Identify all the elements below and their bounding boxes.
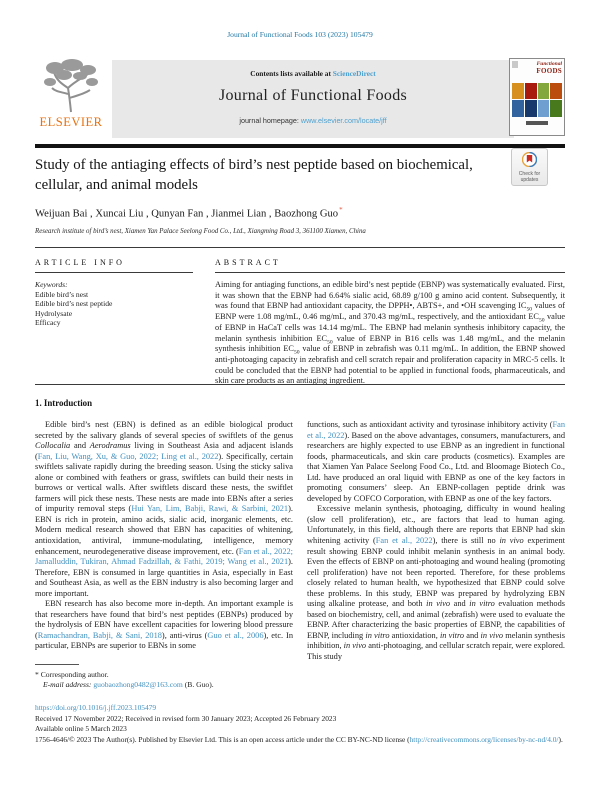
text-segment: anti-photoaging, and cellular scratch repair, were explored. This study — [307, 641, 566, 662]
journal-reference: Journal of Functional Foods 103 (2023) 105479 — [227, 30, 373, 39]
available-line: Available online 5 March 2023 — [35, 724, 127, 734]
affiliation: Research institute of bird’s nest, Xiamen Yan Palace Seelong Food Co., Ltd., Xiangming Road 3, 361100 Xiamen, China — [35, 228, 366, 235]
divider — [35, 247, 565, 248]
text-segment: value of EBNP in HaCaT cells was 14.14 mg/mL. The EBNP had melanin synthesis inhibitory capacity, the melanin synthesis inhibition EC — [215, 312, 566, 343]
text-segment: evaluation methods based on biochemistry, cell, and animal (zebrafish) were used to evaluate the EBNP. After characterizing the basic properties of EBNP, the capabilities of EBNP, including — [307, 599, 565, 640]
text-segment: in vitro — [365, 630, 390, 640]
text-segment: Aerodramus — [89, 441, 131, 451]
paragraph — [307, 420, 565, 504]
text-segment: and — [450, 599, 470, 609]
cover-tile — [512, 100, 524, 117]
cover-image-grid — [512, 83, 562, 117]
check-badge-line2: updates — [520, 176, 539, 183]
sciencedirect-link[interactable]: ScienceDirect — [332, 69, 376, 78]
cover-title-line1: Functional — [536, 61, 562, 67]
text-segment: and — [70, 441, 90, 451]
cover-tile — [525, 83, 537, 100]
introduction-section — [35, 398, 565, 663]
email-link[interactable]: guobaozhong0482@163.com — [93, 680, 183, 689]
right-column — [307, 420, 565, 663]
email-line — [35, 680, 335, 690]
email-suffix: (B. Guo). — [182, 680, 214, 689]
journal-cover-thumbnail — [509, 58, 565, 136]
text-segment: Edible bird’s nest (EBN) is defined as an edible biological product secreted by the salivary glands of several species of swiftlets of the genus — [35, 420, 293, 440]
cover-tile — [538, 83, 550, 100]
keyword-item: Hydrolysate — [35, 308, 73, 318]
text-segment: in vivo — [499, 536, 524, 546]
cover-tile — [550, 83, 562, 100]
citation-link[interactable]: Fan et al., 2022 — [307, 420, 565, 440]
divider — [35, 384, 565, 385]
text-segment: ). Therefore, EBN is consumed in large quantities in Asia, especially in East and Southeast Asia, as well as the EBN industry is also becoming larger and more important. — [35, 557, 293, 598]
homepage-prefix: journal homepage: — [239, 116, 301, 125]
text-segment: living in Southeast Asia and adjacent islands ( — [35, 441, 293, 461]
paragraph — [35, 599, 293, 652]
citation-link[interactable]: Fan et al., 2022; Jamalluddin, Tukiran, Ahmad Fadzillah, & Fathi, 2019; Wang et al., 2021 — [35, 546, 293, 567]
info-abstract-section — [35, 258, 565, 387]
check-badge-line1: Check for — [518, 171, 541, 177]
two-column-body — [35, 420, 565, 663]
text-segment: ). EBN is rich in protein, amino acids, sialic acid, inorganic elements, etc. Modern medical research showed that EBN has capacities of whitening, antioxidation, antiviral, immune-modulating, intelligence, memory enhancement, neurodegenerative disease improvement, etc. ( — [35, 504, 293, 556]
text-segment: melanin synthesis inhibition, — [307, 630, 565, 651]
text-segment: functions, such as antioxidant activity and tyrosinase inhibitory activity ( — [307, 420, 553, 429]
text-segment: Excessive melanin synthesis, photoaging, difficulty in wound healing (slow cell proliferation), etc., are factors that lead to human aging. Unfortunately, in this field, although there are reports that EBNP had skin whitening activity ( — [307, 504, 565, 546]
text-segment: ). Based on the above advantages, consumers, manufacturers, and researchers are highly expected to use EBNP as an ingredient in functional foods, pharmaceuticals, and skin care products (cosmetics). Examples are that Xiamen Yan Palace Seelong Food Co., Ltd. and Bloomage Biotech Co., Ltd. have produced an oral liquid with EBNP as one of the key factors in promoting consumers’ sleep. An EBNP-collagen peptide drink was developed by COFCO Corporation, with EBNP as one of the key factors. — [307, 430, 565, 503]
corresponding-author-mark[interactable]: * — [339, 206, 343, 214]
text-segment: in vitro — [469, 599, 495, 609]
text-segment: in vitro — [439, 630, 465, 640]
cover-corner-mark — [512, 61, 518, 68]
footer-block — [35, 703, 567, 745]
cover-tile — [512, 83, 524, 100]
received-line: Received 17 November 2022; Received in revised form 30 January 2023; Accepted 26 February 2023 — [35, 714, 337, 724]
footnote-block — [35, 664, 335, 690]
article-info-heading: ARTICLE INFO — [35, 258, 193, 273]
text-segment: 50 — [293, 349, 300, 356]
abstract-text — [215, 280, 565, 387]
left-column — [35, 420, 293, 663]
article-info-column — [35, 258, 193, 387]
corresponding-author-note: * Corresponding author. — [35, 670, 109, 679]
cover-title-line2: FOODS — [536, 66, 562, 75]
text-segment: values of EBNP were 1.08 mg/mL, 0.46 mg/mL, and 370.43 mg/mL, respectively, and the antioxidant EC — [215, 301, 565, 322]
text-segment: ), anti-virus ( — [161, 630, 208, 640]
elsevier-tree-icon — [42, 58, 100, 114]
cover-tile — [538, 100, 550, 117]
text-segment: experiment result showing EBNP could inhibit melanin synthesis in an animal body. Even the effects of EBNP on anti-photoaging and wound healing (promoting cell proliferation) have not been reported. Therefore, for these problems closely related to human health, we hypothesized that EBNP could solve these problems. In this study, EBNP was prepared by hydrolyzing EBN using alkaline protease, and both — [307, 536, 565, 609]
footnote-divider — [35, 664, 79, 665]
keyword-item: Edible bird’s nest — [35, 289, 89, 299]
masthead-divider — [35, 144, 565, 148]
text-segment: EBN research has also become more in-depth. An important example is that researchers have found that bird’s nest peptides (EBNPs) produced by the hydrolysis of EBN have excellent capacities for lowering blood pressure ( — [35, 599, 293, 640]
elsevier-wordmark: ELSEVIER — [39, 115, 103, 129]
text-segment: ), there is still no — [432, 536, 500, 546]
text-segment: Collocalia — [35, 441, 71, 451]
article-title: Study of the antiaging effects of bird’s nest peptide based on biochemical, cellular, and animal models — [35, 157, 473, 193]
text-segment: ). Specifically, certain swiftlets salivate rapidly during the breeding season. Using the sticky saliva alone or combined with feathers or grass, swiftlets can build their nests in burrows or vertical walls. After swiftlets discard these nests, the swiftlet farmers will pick these nests. These nests are made into EBNs after a series of impurity removal steps ( — [35, 451, 293, 514]
keywords-block — [35, 280, 193, 328]
citation-link[interactable]: Fan, Liu, Wang, Xu, & Guo, 2022; Ling et al., 2022 — [37, 451, 219, 461]
keyword-item: Efficacy — [35, 318, 61, 328]
keyword-item: Edible bird’s nest peptide — [35, 299, 113, 309]
text-segment: in vivo — [343, 641, 367, 651]
citation-link[interactable]: Hui Yan, Lim, Babji, Rawi, & Sarbini, 2021 — [131, 504, 289, 514]
crossmark-icon — [522, 152, 537, 167]
abstract-column — [215, 258, 565, 387]
paragraph — [307, 504, 565, 662]
paragraph — [35, 420, 293, 599]
cover-tile — [550, 100, 562, 117]
abstract-heading: ABSTRACT — [215, 258, 565, 273]
text-segment: antioxidation, — [389, 630, 440, 640]
check-for-updates-badge[interactable] — [511, 148, 548, 186]
doi-link[interactable]: https://doi.org/10.1016/j.jff.2023.105479 — [35, 703, 157, 712]
cover-tile — [525, 100, 537, 117]
journal-banner — [112, 60, 514, 138]
cover-footer-mark — [526, 121, 548, 125]
citation-link[interactable]: Fan et al., 2022 — [375, 536, 433, 546]
text-segment: ). — [558, 734, 563, 744]
author-list — [35, 206, 555, 220]
journal-title: Journal of Functional Foods — [218, 87, 408, 104]
text-segment: Aiming for antiaging functions, an edible bird’s nest peptide (EBNP) was systematically evaluated. First, it was shown that the EBNP had 6.64% sialic acid, 68.89 g/100 g amino acid content. Subsequently, it was found that EBNP had antioxidant capacity, the DPPH•, ABTS+, and •OH scavenging IC — [215, 280, 565, 311]
masthead — [35, 58, 565, 142]
cover-title — [512, 62, 562, 75]
introduction-heading: 1. Introduction — [35, 398, 93, 408]
citation-link[interactable]: http://creativecommons.org/licenses/by-nc-nd/4.0/ — [409, 734, 559, 744]
email-label: E-mail address: — [43, 680, 92, 689]
text-segment: value of EBNP in B16 cells was 1.48 mg/mL, and the melanin synthesis inhibition EC — [215, 333, 565, 354]
text-segment: 50 — [526, 307, 533, 314]
elsevier-logo — [35, 58, 107, 142]
author-names: Weijuan Bai , Xuncai Liu , Qunyan Fan , Jianmei Lian , Baozhong Guo — [35, 208, 339, 220]
homepage-line — [112, 116, 514, 125]
text-segment: value of EBNP in zebrafish was 0.11 mg/mL. In addition, the EBNP showed anti-photoaging capacity in zebrafish and cell scratch repair and proliferation capacity in MRC-5 cells. It could be concluded that the EBNP had potential to be applied in functional foods, pharmaceuticals, and skin care products as an antiaging ingredient. — [215, 344, 565, 386]
contents-prefix: Contents lists available at — [250, 69, 333, 78]
text-segment: in vivo — [480, 630, 504, 640]
homepage-link[interactable]: www.elsevier.com/locate/jff — [300, 116, 387, 125]
contents-line — [112, 69, 514, 78]
text-segment: 50 — [327, 339, 333, 346]
check-badge-label — [512, 172, 547, 183]
keywords-label: Keywords: — [35, 280, 68, 289]
text-segment: and — [464, 630, 481, 640]
citation-link[interactable]: Guo et al., 2006 — [207, 630, 264, 640]
text-segment: 1756-4646/© 2023 The Author(s). Published by Elsevier Ltd. This is an open access article under the CC BY-NC-ND license ( — [35, 734, 410, 744]
text-segment: ), etc. In particular, EBNPs are superior to EBNs in some — [35, 630, 293, 651]
text-segment: in vivo — [426, 599, 451, 609]
citation-link[interactable]: Ramachandran, Babji, & Sani, 2018 — [37, 630, 162, 640]
text-segment: 50 — [538, 317, 545, 324]
license-line — [35, 735, 567, 745]
